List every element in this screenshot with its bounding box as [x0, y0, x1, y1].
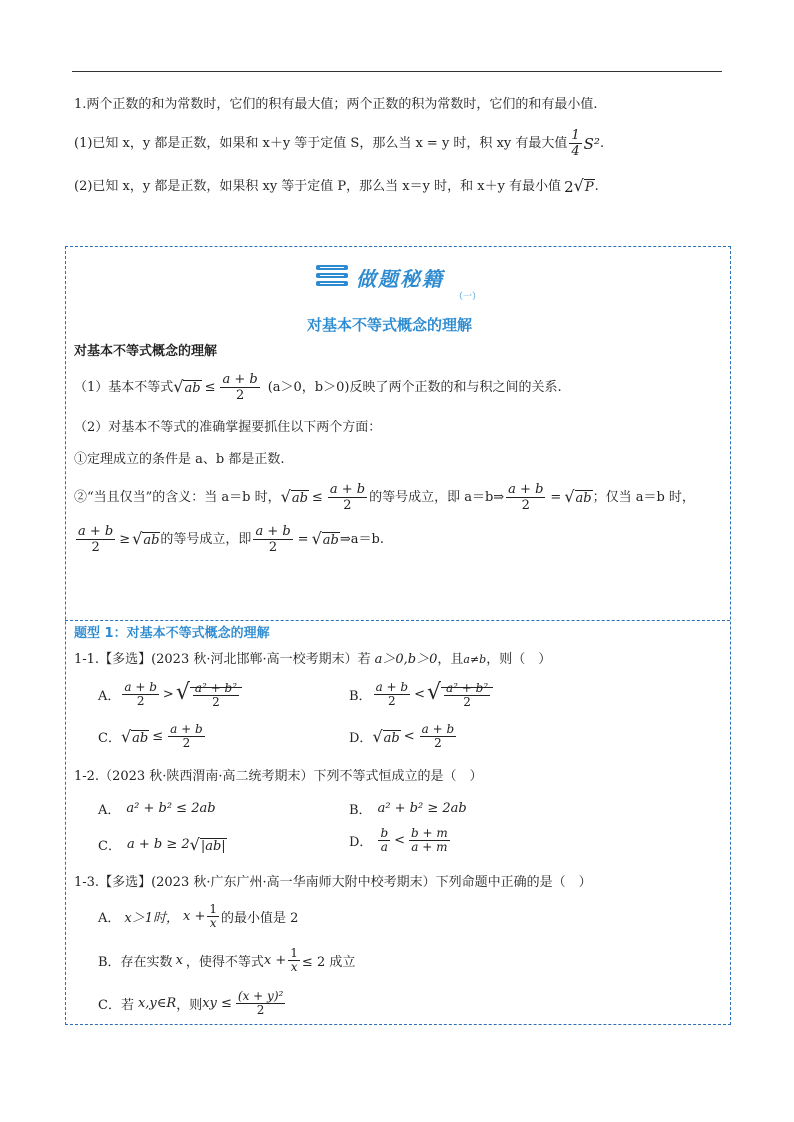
concept-p5-tail: ⇒a＝b. — [339, 531, 384, 547]
sqrt-ab: √ab — [132, 528, 160, 548]
option-label: C． — [98, 731, 121, 746]
frac: $\frac{\text{(x + y)²}}{2}$ — [237, 989, 284, 1017]
intro-fraction — [569, 128, 581, 159]
concept-p4-mid: 的等号成立，即 a＝b⇒ — [369, 489, 505, 505]
concept-p2: （2）对基本不等式的准确掌握要抓住以下两个方面： — [74, 420, 382, 435]
frac-a-plus-b-over-2: $\frac{a + b}{2}$ — [222, 372, 258, 403]
banner-title: 做题秘籍 — [356, 267, 444, 291]
q1-condition-1: a＞0,b＞0 — [374, 652, 438, 667]
option-label: B． — [349, 689, 372, 704]
q1-option-c[interactable]: C． √ab ≤ $\frac{a + b}{2}$ — [98, 722, 203, 750]
q3-option-b[interactable]: B．存在实数 x ，使得不等式 x + $\frac{1}{x}$ ≤ 2 成立 — [98, 946, 356, 974]
frac-num: 1 — [571, 128, 580, 143]
option-label: B．存在实数 — [98, 955, 173, 970]
option-label: B． — [349, 803, 372, 818]
frac: $\frac{1}{x}$ — [209, 902, 217, 930]
frac: $\frac{a + b}{2}$ — [170, 722, 203, 750]
q3-c-cond: x,y∈R — [137, 996, 177, 1011]
frac: $\frac{b}{a}$ — [380, 826, 389, 854]
q2-option-c[interactable] — [98, 835, 227, 854]
top-rule — [72, 71, 722, 72]
tips-box-divider — [65, 620, 730, 621]
q3-a-cond: x＞1时， — [124, 911, 179, 926]
q3-stem: 1-3.【多选】(2023 秋·广东广州·高一华南师大附中校考期末）下列命题中正确的是（ ） — [74, 875, 592, 890]
q1-option-b[interactable]: B． $\frac{a + b}{2}$ < √ $\frac{\text{a² + b²}}{2}$ — [349, 680, 493, 709]
sqrt-ab: √ab — [173, 376, 201, 396]
section-title: 对基本不等式概念的理解 — [307, 316, 473, 334]
q2-option-d[interactable]: D． $\frac{b}{a}$ < $\frac{b + m}{a + m}$ — [349, 826, 448, 854]
q3-c-expr: xy ≤ — [202, 996, 232, 1011]
concept-p1-text: （1）基本不等式 — [74, 379, 174, 395]
frac: $\frac{a + b}{2}$ — [124, 680, 157, 708]
q2-option-a[interactable] — [98, 799, 216, 818]
q2-option-b[interactable] — [349, 799, 467, 818]
q1-stem — [74, 652, 551, 668]
sqrt-arg: P — [584, 180, 594, 195]
sqrt-frac: √ $\frac{\text{a² + b²}}{2}$ — [427, 680, 493, 709]
intro-line-3-text: (2)已知 x，y 都是正数，如果积 xy 等于定值 P，那么当 x＝y 时，和 x＋y 有最小值 — [74, 179, 562, 194]
q3-b-tail: ≤ 2 成立 — [301, 955, 356, 970]
frac-den: 4 — [571, 144, 580, 159]
frac-a-plus-b-over-2: $\frac{a + b}{2}$ — [508, 482, 544, 513]
sqrt-ab: √ab — [120, 727, 149, 746]
option-label: A． — [98, 689, 121, 704]
intro-line-3: (2)已知 x，y 都是正数，如果积 xy 等于定值 P，那么当 x＝y 时，和 x＋y 有最小值 2 √P . — [74, 176, 599, 196]
frac-a-plus-b-over-2: $\frac{a + b}{2}$ — [78, 524, 114, 555]
sqrt-ab: √ab — [280, 486, 308, 506]
q1-stem-tail: ，则（ ） — [486, 652, 552, 667]
intro-coef: 2 — [564, 178, 574, 196]
concept-heading: 对基本不等式概念的理解 — [74, 344, 218, 359]
frac: $\frac{1}{x}$ — [290, 946, 298, 974]
concept-p4: ②“当且仅当”的含义：当 a＝b 时， √ab ≤ $\frac{a + b}{2}$ 的等号成立，即 a＝b⇒ $\frac{a + b}{2}$ = √ab ；仅当 a＝b 时， — [74, 482, 695, 513]
concept-p1: （1）基本不等式 √ab ≤ $\frac{a + b}{2}$ (a＞0，b＞0)反映了两个正数的和与积之间的关系. — [74, 372, 562, 403]
concept-p1-tail: (a＞0，b＞0)反映了两个正数的和与积之间的关系. — [267, 379, 562, 395]
option-label: C．若 — [98, 998, 134, 1013]
sqrt-frac: √ $\frac{\text{a² + b²}}{2}$ — [176, 680, 242, 709]
q1-option-d[interactable]: D． √ab < $\frac{a + b}{2}$ — [349, 722, 455, 750]
sqrt-ab: √ab — [311, 528, 339, 548]
q3-c-mid: ，则 — [176, 998, 203, 1013]
option-label: A． — [98, 911, 121, 926]
option-label: D． — [349, 835, 373, 850]
q2-stem: 1-2.（2023 秋·陕西渭南·高二统考期末）下列不等式恒成立的是（ ） — [74, 769, 483, 784]
q1-condition-2: a≠b — [463, 653, 487, 666]
q3-b-mid: ，使得不等式 — [185, 955, 264, 970]
banner-subtitle: （一） — [454, 292, 482, 302]
question-type-title: 题型 1：对基本不等式概念的理解 — [74, 626, 270, 641]
option-label: C． — [98, 839, 121, 854]
intro-line-2: (1)已知 x，y 都是正数，如果和 x＋y 等于定值 S，那么当 x = y 时，积 xy 有最大值 $\frac{1}{4}$ S² . — [74, 128, 605, 159]
intro-line-2-text: (1)已知 x，y 都是正数，如果和 x＋y 等于定值 S，那么当 x = y 时，积 xy 有最大值 — [74, 135, 568, 151]
sqrt-p: √P — [573, 176, 594, 195]
concept-p4-text: ②“当且仅当”的含义：当 a＝b 时， — [74, 489, 281, 505]
concept-p5: $\frac{a + b}{2}$ ≥ √ab 的等号成立，即 $\frac{a + b}{2}$ = √ab ⇒a＝b. — [78, 524, 384, 555]
sqrt-abs-ab: √|ab| — [189, 835, 226, 854]
q1-stem-text: 1-1.【多选】(2023 秋·河北邯郸·高一校考期末）若 — [74, 652, 371, 667]
q1-option-a[interactable]: A． $\frac{a + b}{2}$ > √ $\frac{\text{a² + b²}}{2}$ — [98, 680, 242, 709]
concept-p4-tail: ；仅当 a＝b 时， — [592, 489, 695, 505]
frac-a-plus-b-over-2: $\frac{a + b}{2}$ — [255, 524, 291, 555]
frac: $\frac{a + b}{2}$ — [375, 680, 409, 708]
q3-option-a[interactable]: A． x＞1时， x + $\frac{1}{x}$ 的最小值是 2 — [98, 902, 299, 930]
book-stack-icon — [314, 263, 350, 293]
sqrt-ab: √ab — [564, 486, 592, 506]
option-label: A． — [98, 803, 121, 818]
concept-p3: ①定理成立的条件是 a、b 都是正数. — [74, 452, 285, 467]
q2-c-expr: a + b ≥ 2 — [126, 837, 190, 852]
concept-p5-text: 的等号成立，即 — [160, 531, 252, 547]
frac-a-plus-b-over-2: $\frac{a + b}{2}$ — [329, 482, 366, 513]
option-label: D． — [349, 731, 373, 746]
frac: $\frac{a + b}{2}$ — [421, 722, 455, 750]
q2-a-expr: a² + b² ≤ 2ab — [126, 801, 216, 816]
q2-b-expr: a² + b² ≥ 2ab — [377, 801, 467, 816]
frac: $\frac{b + m}{a + m}$ — [411, 826, 448, 854]
q3-option-c[interactable] — [98, 990, 287, 1017]
sqrt-ab: √ab — [372, 727, 400, 746]
q1-stem-sep: ，且 — [437, 652, 464, 667]
intro-line-1: 1.两个正数的和为常数时，它们的积有最大值；两个正数的积为常数时，它们的和有最小值. — [74, 97, 598, 112]
q3-a-tail: 的最小值是 2 — [221, 911, 299, 926]
intro-s-squared: S² — [583, 134, 600, 153]
